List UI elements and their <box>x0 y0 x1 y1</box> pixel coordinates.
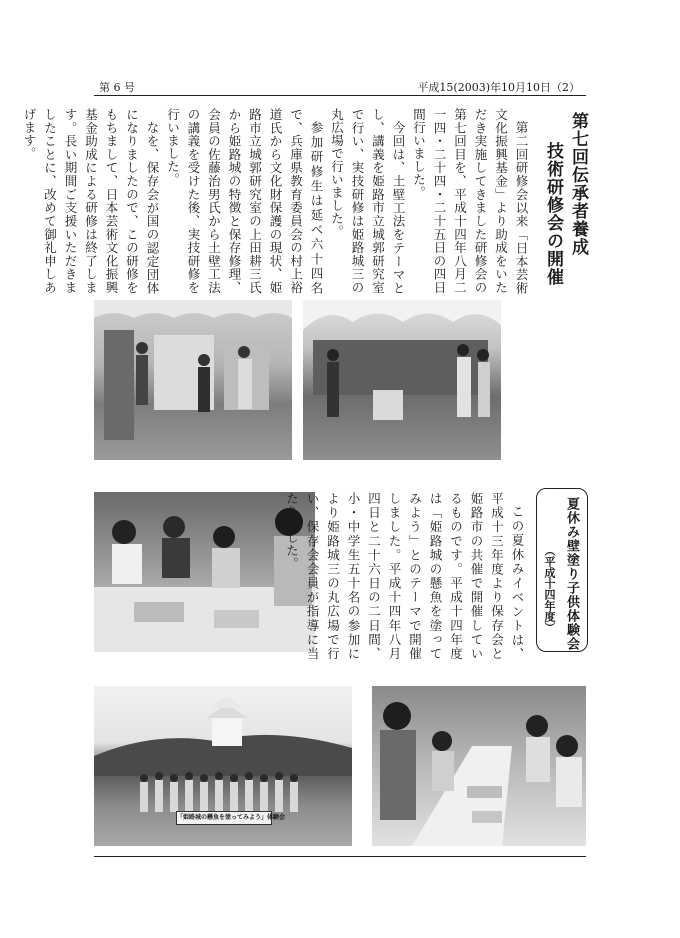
photo-wall-workshop-right-graphic <box>303 300 501 460</box>
photo-wall-workshop-left <box>94 300 292 460</box>
photo-children-tables-graphic <box>372 686 586 846</box>
article1-title-line2: 技術研修会の開催 <box>543 142 563 286</box>
article2-subtitle: （平成十四年度） <box>543 545 556 633</box>
group-banner: 「姫路城の懸魚を塗ってみよう」体験会 <box>176 811 272 825</box>
article1-body-top <box>22 108 531 294</box>
article1-title-line1: 第七回伝承者養成 <box>568 112 588 256</box>
article2-title-box <box>536 488 588 652</box>
article1-paragraph: なを、保存会が国の認定団体になりましたので、この研修をもちまして、日本芸術文化振興基金助成による研修は終了します。長い期間ご支援いただきましたことに、改めて御礼申しあげます。 <box>22 108 160 294</box>
footer-rule <box>94 856 586 857</box>
article2-paragraph: この夏休みイベントは、平成十三年度より保存会と姫路市の共催で開催しているものです。平成十四年度は「姫路城の懸魚を塗ってみよう」とのテーマで開催しました。平成十四年八月四日と二十六日の二日間、小・中学生五十名の参加により姫路城三の丸広場で行い、保存会会員が指導に当たりました。 <box>284 492 525 660</box>
issue-date: 平成15(2003)年10月10日（2） <box>417 81 580 94</box>
header-rule <box>94 95 586 96</box>
article2-title: 夏休み壁塗り子供体験会 <box>564 497 579 651</box>
photo-group-castle <box>94 686 352 846</box>
issue-number: 第 6 号 <box>99 81 135 94</box>
article1-paragraph: 今回は、土壁工法をテーマとし、講義を姫路市立城郭研究室で行い、実技研修は姫路城三の丸広場で行いました。 <box>329 108 406 294</box>
photo-children-tables <box>372 686 586 846</box>
photo-wall-workshop-left-graphic <box>94 300 292 460</box>
photo-wall-workshop-right <box>303 300 501 460</box>
article1-paragraph: 参加研修生は延べ六十四名で、兵庫県教育委員会の村上裕道氏から文化財保護の現状、姫路市立城郭研究室の上田耕三氏から姫路城の特徴と保存修理、会員の佐藤治男氏から土壁工法の講義を受けた後、実技研修を行いました。 <box>165 108 324 294</box>
article2-body <box>284 492 527 660</box>
article1-paragraph: 第二回研修会以来「日本芸術文化振興基金」より助成をいただき実施してきました研修会の第七回目を、平成十四年八月二一四・二十四・二十五日の四日間行いました。 <box>411 108 529 294</box>
